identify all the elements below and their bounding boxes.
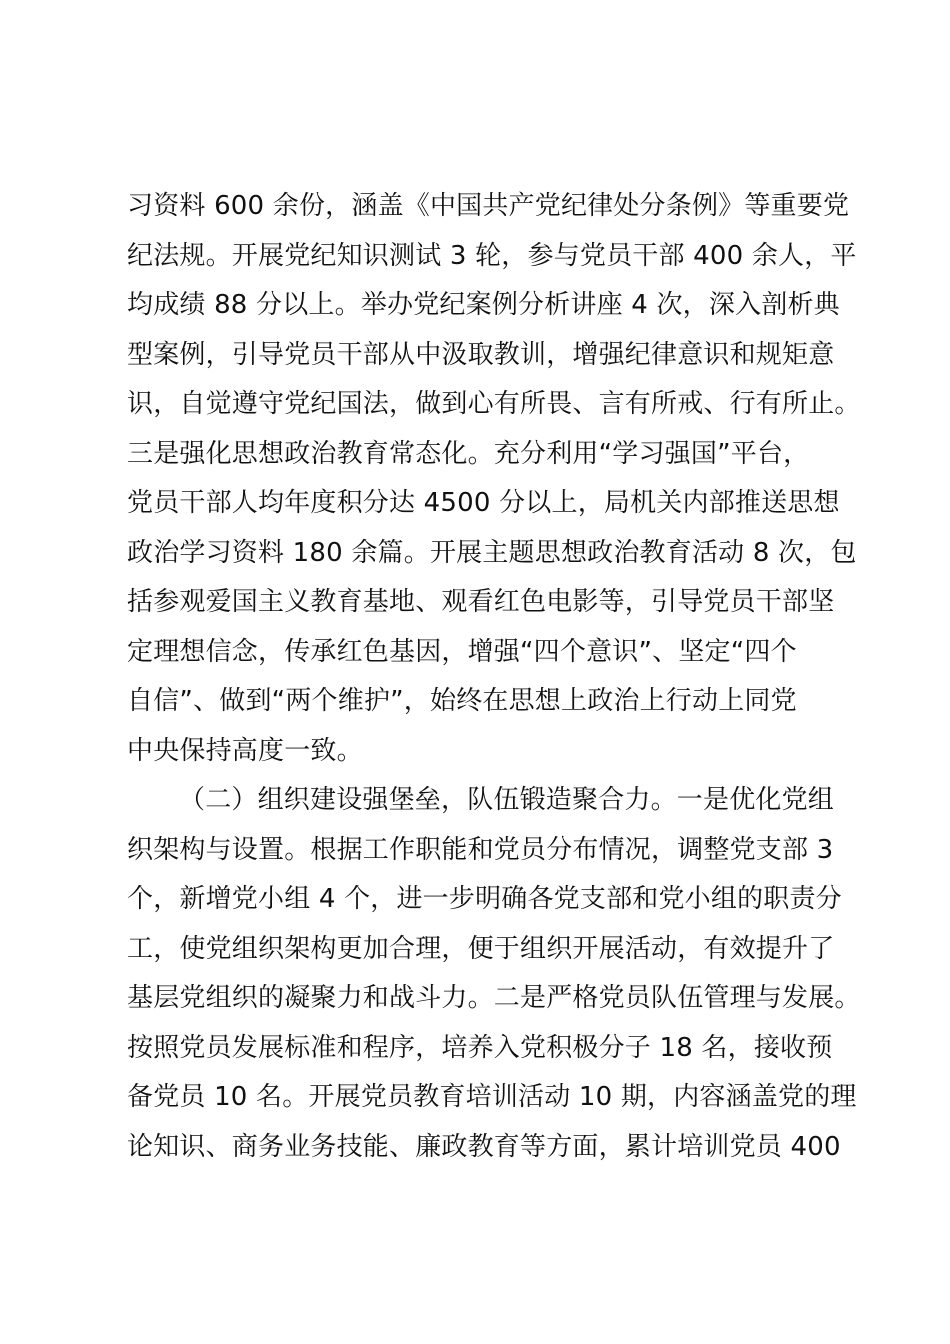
body-text [127, 182, 861, 1172]
text-line: 基层党组织的凝聚力和战斗力。二是严格党员队伍管理与发展。 [127, 983, 861, 1013]
text-line: 括参观爱国主义教育基地、观看红色电影等，引导党员干部坚 [127, 587, 835, 617]
text-line: 中央保持高度一致。 [127, 735, 363, 766]
text-line: 型案例，引导党员干部从中汲取教训，增强纪律意识和规矩意 [127, 339, 835, 370]
text-line: 论知识、商务业务技能、廉政教育等方面，累计培训党员 400 [127, 1131, 841, 1162]
text-line: 识，自觉遵守党纪国法，做到心有所畏、言有所戒、行有所止。 [127, 389, 861, 419]
text-line: 工，使党组织架构更加合理，便于组织开展活动，有效提升了 [127, 933, 835, 964]
text-line: 自信”、做到“两个维护”，始终在思想上政治上行动上同党 [127, 686, 797, 716]
text-line: 定理想信念，传承红色基因，增强“四个意识”、坚定“四个 [127, 636, 797, 667]
text-line: 政治学习资料 180 余篇。开展主题思想政治教育活动 8 次，包 [127, 537, 857, 568]
text-line: 均成绩 88 分以上。举办党纪案例分析讲座 4 次，深入剖析典 [127, 290, 840, 320]
text-line: 党员干部人均年度积分达 4500 分以上，局机关内部推送思想 [127, 488, 840, 518]
text-line: 按照党员发展标准和程序，培养入党积极分子 18 名，接收预 [127, 1032, 833, 1063]
text-line: 三是强化思想政治教育常态化。充分利用“学习强国”平台， [127, 438, 810, 469]
text-line: 纪法规。开展党纪知识测试 3 轮，参与党员干部 400 余人，平 [127, 240, 857, 271]
text-line: 个，新增党小组 4 个，进一步明确各党支部和党小组的职责分 [127, 884, 842, 914]
text-line: 织架构与设置。根据工作职能和党员分布情况，调整党支部 3 [127, 834, 834, 865]
text-line: 备党员 10 名。开展党员教育培训活动 10 期，内容涵盖党的理 [127, 1082, 857, 1112]
section-heading-line: （二）组织建设强堡垒，队伍锻造聚合力。一是优化党组 [179, 785, 835, 815]
text-line: 习资料 600 余份，涵盖《中国共产党纪律处分条例》等重要党 [127, 191, 850, 221]
